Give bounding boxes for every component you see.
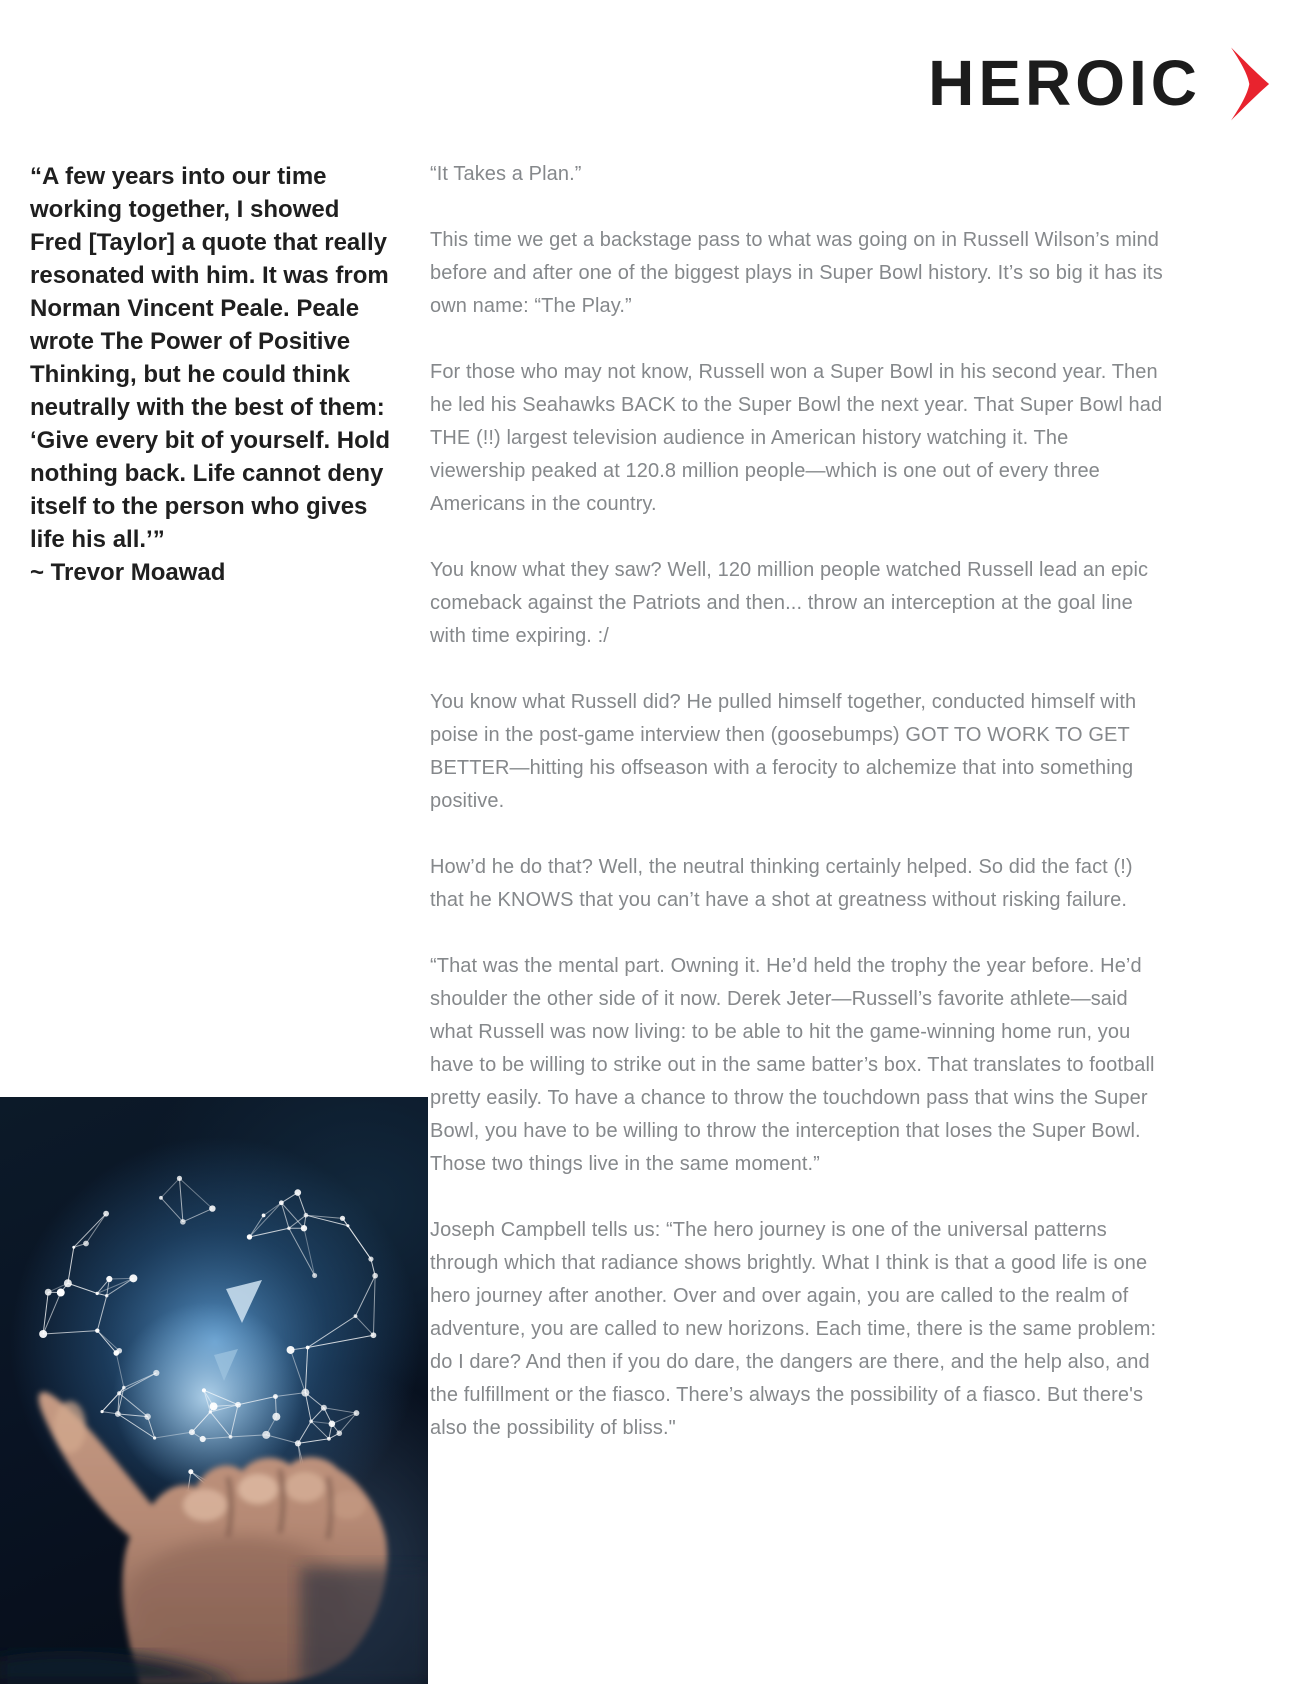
pull-quote-inner-quote: ‘Give every bit of yourself. Hold nothing back. Life cannot deny itself to the person who gives life his all.’” [30, 427, 391, 553]
brain-hologram-image [0, 1097, 428, 1684]
article-body [430, 158, 1165, 1478]
heroic-swoosh-icon [1211, 46, 1277, 122]
pull-quote [30, 160, 398, 589]
heroic-logo-wordmark: HEROIC [928, 47, 1201, 119]
pull-quote-attribution: ~ Trevor Moawad [30, 559, 226, 586]
brain-hologram-graphic [0, 1097, 428, 1684]
article-paragraph: “That was the mental part. Owning it. He’d held the trophy the year before. He’d shoulder the other side of it now. Derek Jeter—Russell’s favorite athlete—said what Russell was now living: to be able to hit the game-winning home run, you have to be willing to strike out in the same batter’s box. That translates to football pretty easily. To have a chance to throw the touchdown pass that wins the Super Bowl, you have to be willing to throw the interception that loses the Super Bowl. Those two things live in the same moment.” [430, 955, 1155, 1175]
article-paragraph: You know what they saw? Well, 120 million people watched Russell lead an epic comeback against the Patriots and then... throw an interception at the goal line with time expiring. :/ [430, 559, 1149, 647]
article-paragraph: How’d he do that? Well, the neutral thinking certainly helped. So did the fact (!) that he KNOWS that you can’t have a shot at greatness without risking failure. [430, 856, 1133, 911]
article-paragraph: You know what Russell did? He pulled himself together, conducted himself with poise in the post-game interview then (goosebumps) GOT TO WORK TO GET BETTER—hitting his offseason with a ferocity to alchemize that into something positive. [430, 691, 1137, 812]
article-paragraph: Joseph Campbell tells us: “The hero journey is one of the universal patterns through which that radiance shows brightly. What I think is that a good life is one hero journey after another. Over and over again, you are called to the realm of adventure, you are called to new horizons. Each time, there is the same problem: do I dare? And then if you do dare, the dangers are there, and the help also, and the fulfillment or the fiasco. There’s always the possibility of a fiasco. But there's also the possibility of bliss." [430, 1219, 1157, 1439]
article-paragraph: This time we get a backstage pass to what was going on in Russell Wilson’s mind before and after one of the biggest plays in Super Bowl history. It’s so big it has its own name: “The Play.” [430, 229, 1163, 317]
heroic-logo [928, 44, 1277, 122]
article-paragraph: “It Takes a Plan.” [430, 163, 582, 185]
pull-quote-text: “A few years into our time working together, I showed Fred [Taylor] a quote that really resonated with him. It was from Norman Vincent Peale. Peale wrote The Power of Positive Thinking, but he could think neutrally with the best of them: [30, 163, 389, 421]
article-paragraph: For those who may not know, Russell won a Super Bowl in his second year. Then he led his Seahawks BACK to the Super Bowl the next year. That Super Bowl had THE (!!) largest television audience in American history watching it. The viewership peaked at 120.8 million people—which is one out of every three Americans in the country. [430, 361, 1163, 515]
